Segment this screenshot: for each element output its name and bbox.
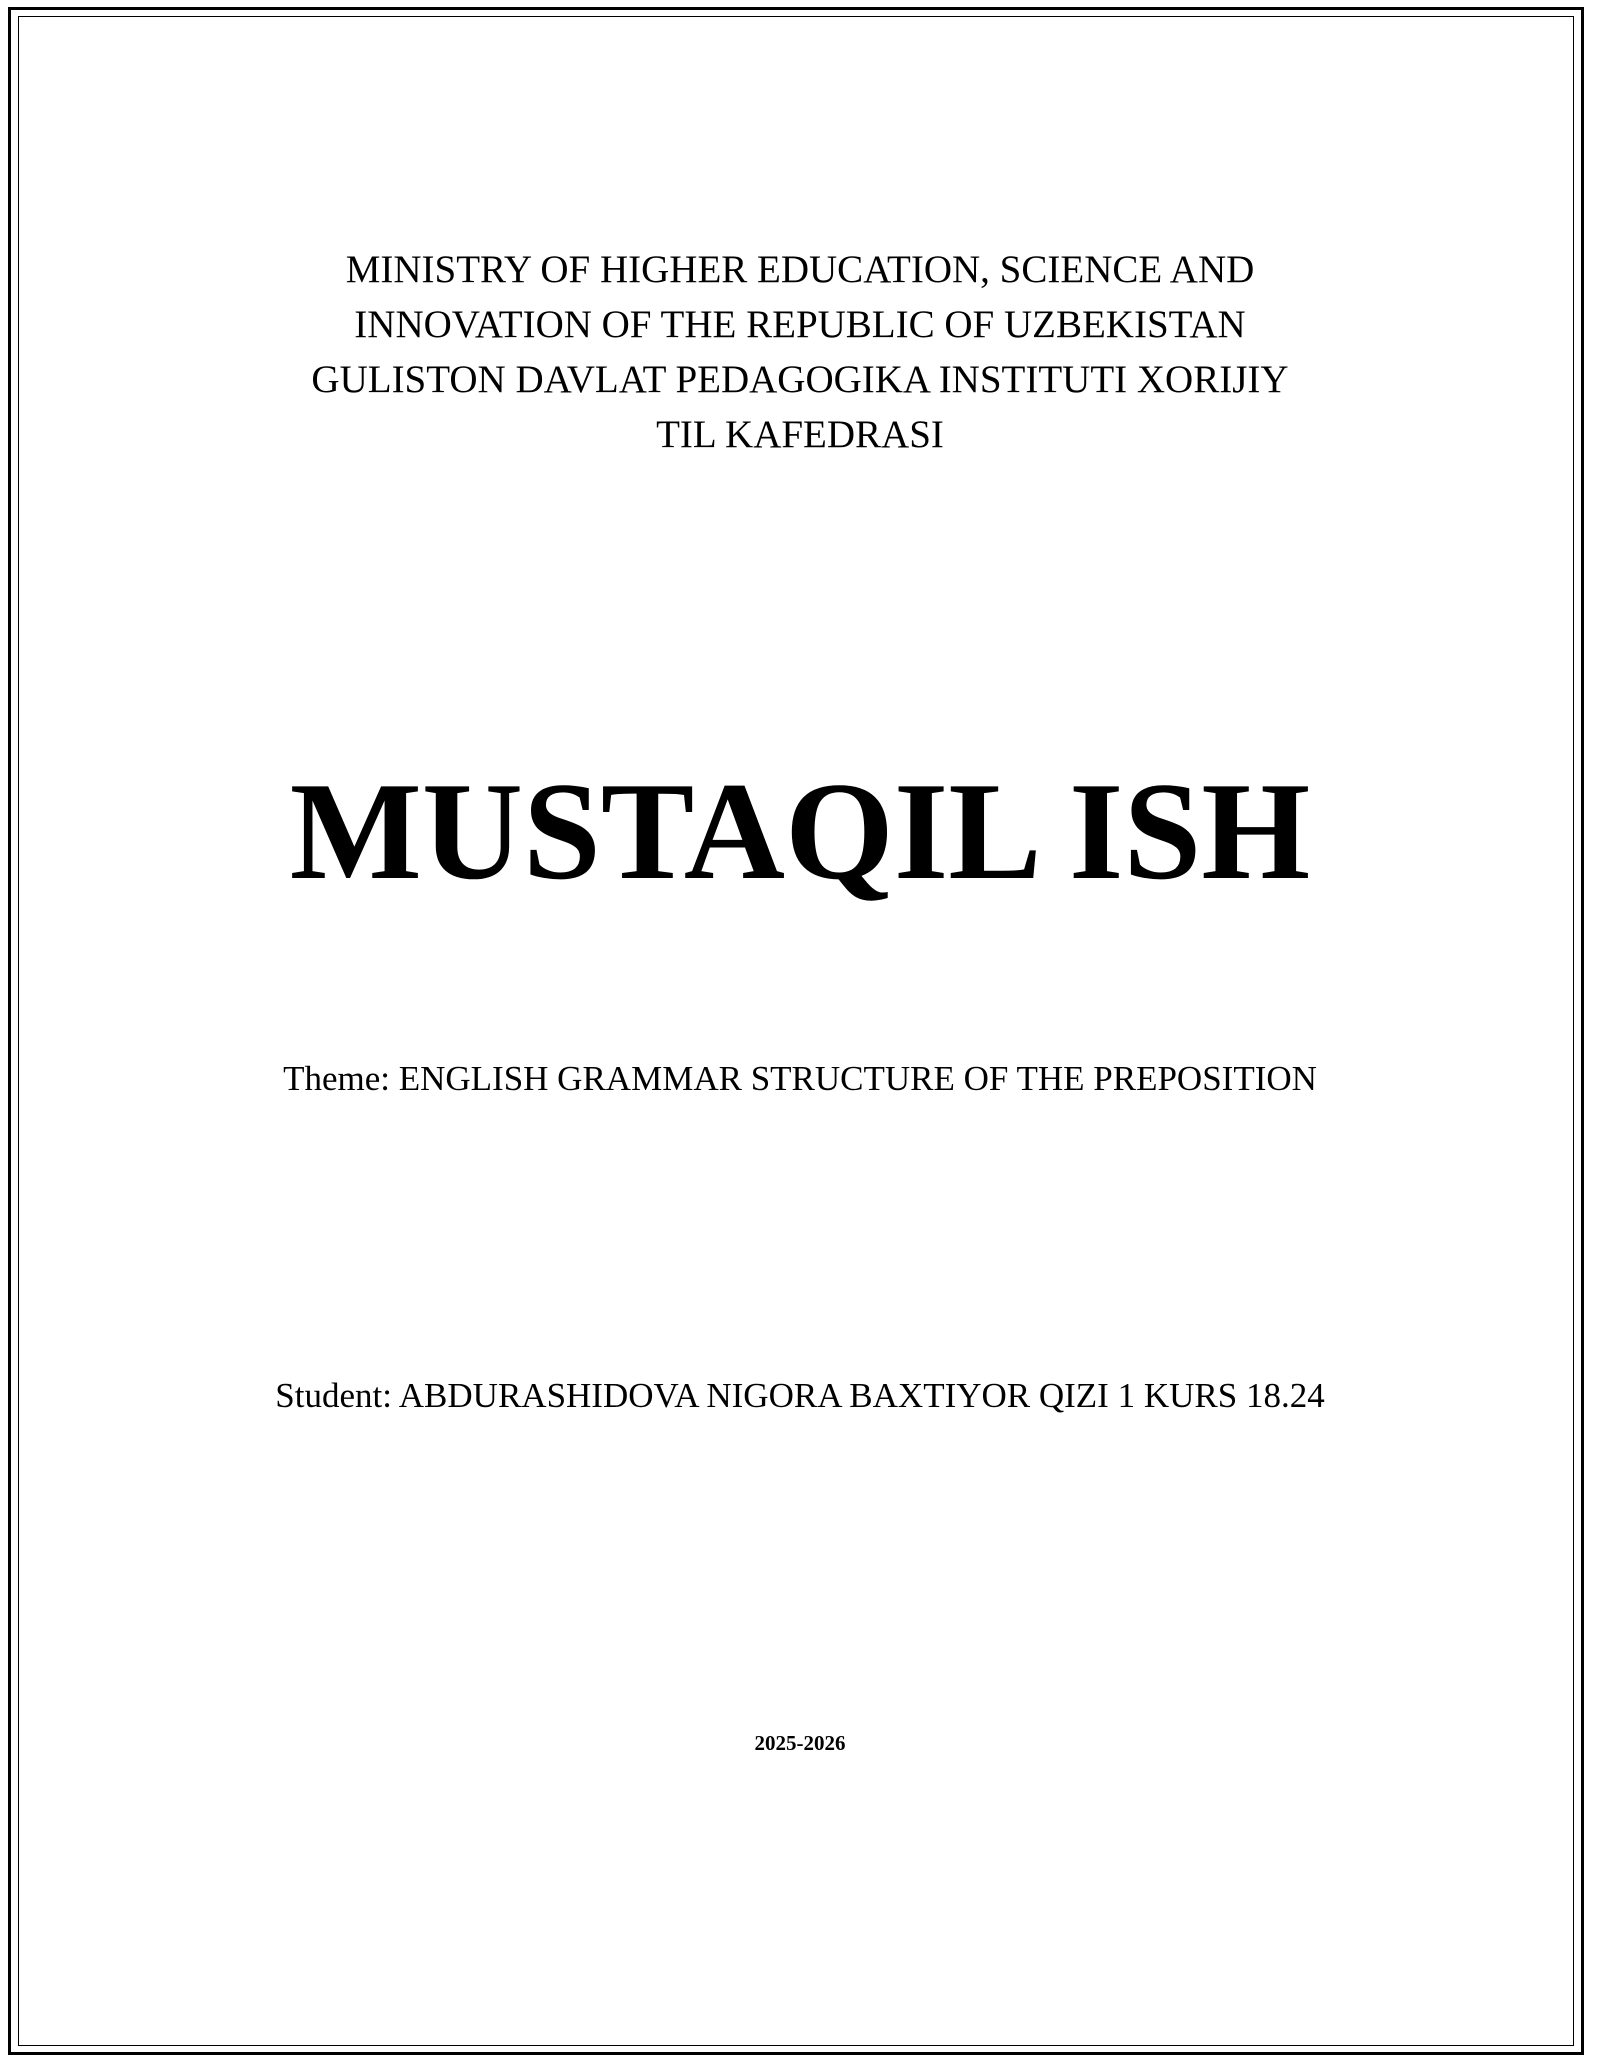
academic-year: 2025-2026 [754, 1731, 846, 1755]
student-line: Student: ABDURASHIDOVA NIGORA BAXTIYOR QIZI 1 KURS 18.24 [275, 1376, 1325, 1415]
header-line: GULISTON DAVLAT PEDAGOGIKA INSTITUTI XORIJIY [311, 358, 1289, 401]
document-title: MUSTAQIL ISH [289, 754, 1311, 909]
header-line: INNOVATION OF THE REPUBLIC OF UZBEKISTAN [354, 303, 1246, 346]
header-line: MINISTRY OF HIGHER EDUCATION, SCIENCE AND [345, 248, 1255, 291]
institution-header [0, 242, 1600, 462]
header-line: TIL KAFEDRASI [656, 413, 944, 456]
theme-line: Theme: ENGLISH GRAMMAR STRUCTURE OF THE PREPOSITION [283, 1059, 1317, 1098]
